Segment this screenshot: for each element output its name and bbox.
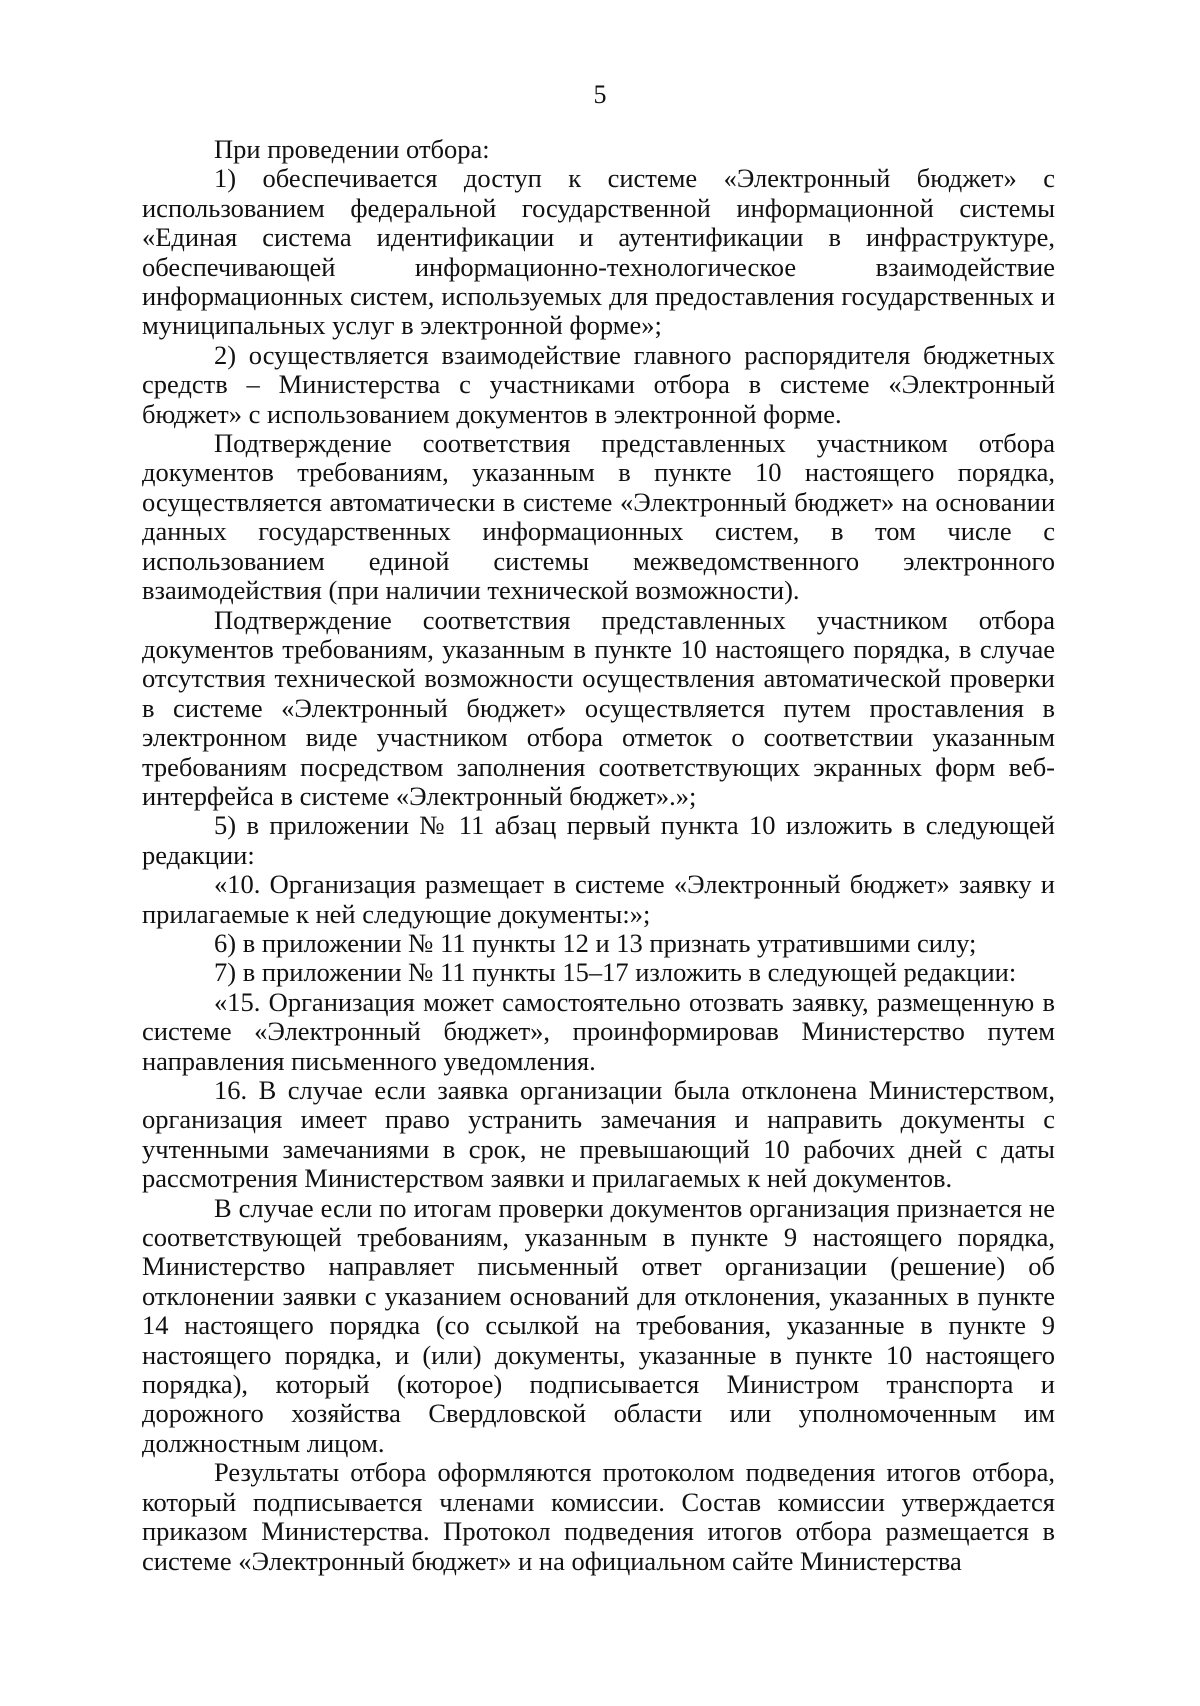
paragraph-manual-check: Подтверждение соответствия представленных участником отбора документов требованиям, указанным в пункте 10 настоящего порядка, в случае отсутствия технической возможности осуществления автоматической проверки в системе «Электронный бюджет» осуществляется путем проставления в электронном виде участником отбора отметок о соответствии указанным требованиям посредством заполнения соответствующих экранных форм веб-интерфейса в системе «Электронный бюджет».»; — [142, 604, 1055, 811]
paragraph-item-2: 2) осуществляется взаимодействие главного распорядителя бюджетных средств – Министерства с участниками отбора в системе «Электронный бюджет» с использованием документов в электронной форме. — [142, 339, 1055, 429]
paragraph-clause-16: 16. В случае если заявка организации была отклонена Министерством, организация имеет право устранить замечания и направить документы с учтенными замечаниями в срок, не превышающий 10 рабочих дней с даты рассмотрения Министерством заявки и прилагаемых к ней документов. — [142, 1075, 1055, 1194]
paragraph-item-1: 1) обеспечивается доступ к системе «Электронный бюджет» с использованием федеральной государственной информационной системы «Единая система идентификации и аутентификации в инфраструктуре, обеспечивающей информационно-технологическое взаимодействие информационных систем, используемых для предоставления государственных и муниципальных услуг в электронной форме»; — [142, 163, 1055, 341]
paragraph-item-5: 5) в приложении № 11 абзац первый пункта 10 изложить в следующей редакции: — [142, 810, 1055, 870]
paragraph-clause-10: «10. Организация размещает в системе «Электронный бюджет» заявку и прилагаемые к ней следующие документы:»; — [142, 869, 1055, 929]
paragraph-automatic-check: Подтверждение соответствия представленных участником отбора документов требованиям, указанным в пункте 10 настоящего порядка, осуществляется автоматически в системе «Электронный бюджет» на основании данных государственных информационных систем, в том числе с использованием единой системы межведомственного электронного взаимодействия (при наличии технической возможности). — [142, 428, 1055, 606]
paragraph-item-6: 6) в приложении № 11 пункты 12 и 13 признать утратившими силу; — [214, 927, 977, 958]
document-body — [142, 135, 1055, 1576]
paragraph-clause-15: «15. Организация может самостоятельно отозвать заявку, размещенную в системе «Электронный бюджет», проинформировав Министерство путем направления письменного уведомления. — [142, 986, 1055, 1076]
paragraph-item-7: 7) в приложении № 11 пункты 15–17 изложить в следующей редакции: — [214, 957, 1017, 988]
page-number: 5 — [593, 80, 607, 109]
paragraph-results: Результаты отбора оформляются протоколом подведения итогов отбора, который подписывается членами комиссии. Состав комиссии утверждается приказом Министерства. Протокол подведения итогов отбора размещается в системе «Электронный бюджет» и на официальном сайте Министерства — [142, 1457, 1055, 1576]
paragraph-intro: При проведении отбора: — [214, 134, 490, 164]
paragraph-rejection: В случае если по итогам проверки документов организация признается не соответствующей требованиям, указанным в пункте 9 настоящего порядка, Министерство направляет письменный ответ организации (решение) об отклонении заявки с указанием оснований для отклонения, указанных в пункте 14 настоящего порядка (со ссылкой на требования, указанные в пункте 9 настоящего порядка, и (или) документы, указанные в пункте 10 настоящего порядка), который (которое) подписывается Министром транспорта и дорожного хозяйства Свердловской области или уполномоченным им должностным лицом. — [142, 1192, 1055, 1458]
